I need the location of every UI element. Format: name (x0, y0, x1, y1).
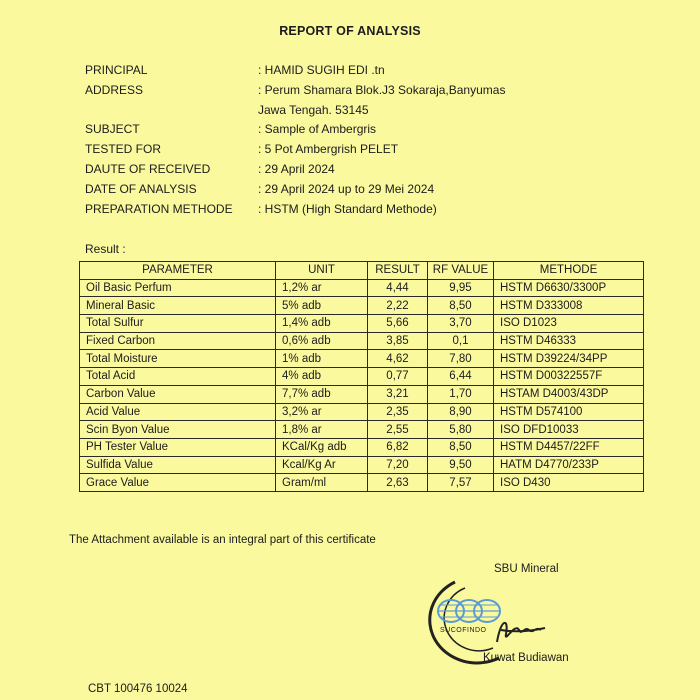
info-value: : Sample of Ambergris (258, 122, 377, 137)
cell-rf-value: 9,95 (428, 279, 494, 297)
cell-parameter: Fixed Carbon (80, 332, 276, 350)
cell-parameter: PH Tester Value (80, 438, 276, 456)
cell-rf-value: 9,50 (428, 456, 494, 474)
info-label: DATE OF ANALYSIS (85, 181, 197, 196)
cell-methode: HSTM D6630/3300P (494, 279, 644, 297)
cell-result: 3,85 (368, 332, 428, 350)
table-row (80, 332, 644, 350)
sbu-label: SBU Mineral (494, 563, 559, 575)
info-value: : 29 April 2024 up to 29 Mei 2024 (258, 181, 435, 196)
info-label: DAUTE OF RECEIVED (85, 161, 211, 176)
cell-result: 3,21 (368, 385, 428, 403)
cell-unit: Kcal/Kg Ar (276, 456, 368, 474)
cell-rf-value: 8,50 (428, 297, 494, 315)
cell-unit: 5% adb (276, 297, 368, 315)
info-label: PREPARATION METHODE (85, 201, 233, 216)
cell-unit: Gram/ml (276, 474, 368, 492)
header-methode: METHODE (494, 262, 644, 280)
certificate-code: CBT 100476 10024 (88, 683, 188, 695)
cell-methode: ISO DFD10033 (494, 421, 644, 439)
info-label: PRINCIPAL (85, 63, 148, 77)
table-row (80, 350, 644, 368)
table-header-row (80, 262, 644, 280)
table-row (80, 456, 644, 474)
results-table (79, 261, 644, 492)
cell-rf-value: 6,44 (428, 368, 494, 386)
cell-unit: 7,7% adb (276, 385, 368, 403)
cell-parameter: Acid Value (80, 403, 276, 421)
cell-parameter: Total Acid (80, 368, 276, 386)
info-label: ADDRESS (85, 82, 144, 97)
cell-rf-value: 8,90 (428, 403, 494, 421)
cell-rf-value: 5,80 (428, 421, 494, 439)
cell-rf-value: 7,80 (428, 350, 494, 368)
info-value: : HSTM (High Standard Methode) (258, 201, 437, 216)
cell-rf-value: 1,70 (428, 385, 494, 403)
cell-result: 2,22 (368, 297, 428, 315)
cell-rf-value: 3,70 (428, 315, 494, 333)
table-row (80, 403, 644, 421)
signature-scribble (497, 623, 545, 642)
report-title: REPORT OF ANALYSIS (279, 24, 421, 38)
cell-unit: 0,6% adb (276, 332, 368, 350)
cell-parameter: Grace Value (80, 474, 276, 492)
info-value: Jawa Tengah. 53145 (258, 102, 369, 117)
info-value: : 5 Pot Ambergrish PELET (258, 142, 399, 157)
cell-rf-value: 0,1 (428, 332, 494, 350)
table-row (80, 385, 644, 403)
info-value: : HAMID SUGIH EDI .tn (258, 63, 385, 77)
header-result: RESULT (368, 262, 428, 280)
table-row (80, 368, 644, 386)
cell-methode: HSTM D333008 (494, 297, 644, 315)
cell-unit: 3,2% ar (276, 403, 368, 421)
info-value: : Perum Shamara Blok.J3 Sokaraja,Banyumas (258, 82, 506, 97)
cell-unit: 1% adb (276, 350, 368, 368)
result-label: Result : (85, 242, 126, 256)
table-row (80, 438, 644, 456)
table-row (80, 279, 644, 297)
attachment-note: The Attachment available is an integral part of this certificate (69, 534, 376, 546)
header-unit: UNIT (276, 262, 368, 280)
cell-unit: 4% adb (276, 368, 368, 386)
cell-methode: HSTM D46333 (494, 332, 644, 350)
cell-rf-value: 8,50 (428, 438, 494, 456)
cell-rf-value: 7,57 (428, 474, 494, 492)
cell-methode: HSTM D00322557F (494, 368, 644, 386)
table-row (80, 474, 644, 492)
cell-result: 4,44 (368, 279, 428, 297)
header-rf-value: RF VALUE (428, 262, 494, 280)
table-row (80, 421, 644, 439)
header-parameter: PARAMETER (80, 262, 276, 280)
cell-parameter: Oil Basic Perfum (80, 279, 276, 297)
cell-result: 7,20 (368, 456, 428, 474)
cell-result: 4,62 (368, 350, 428, 368)
info-value: : 29 April 2024 (258, 161, 335, 176)
cell-methode: HSTAM D4003/43DP (494, 385, 644, 403)
cell-unit: 1,8% ar (276, 421, 368, 439)
cell-methode: ISO D1023 (494, 315, 644, 333)
cell-methode: ISO D430 (494, 474, 644, 492)
cell-unit: 1,4% adb (276, 315, 368, 333)
cell-parameter: Carbon Value (80, 385, 276, 403)
table-row (80, 297, 644, 315)
cell-parameter: Mineral Basic (80, 297, 276, 315)
cell-methode: HATM D4770/233P (494, 456, 644, 474)
cell-parameter: Scin Byon Value (80, 421, 276, 439)
cell-result: 2,55 (368, 421, 428, 439)
info-label: SUBJECT (85, 122, 140, 137)
cell-result: 2,63 (368, 474, 428, 492)
cell-methode: HSTM D4457/22FF (494, 438, 644, 456)
cell-result: 0,77 (368, 368, 428, 386)
cell-methode: HSTM D39224/34PP (494, 350, 644, 368)
cell-unit: 1,2% ar (276, 279, 368, 297)
cell-parameter: Total Sulfur (80, 315, 276, 333)
cell-unit: KCal/Kg adb (276, 438, 368, 456)
info-label: TESTED FOR (85, 142, 162, 157)
cell-parameter: Sulfida Value (80, 456, 276, 474)
cell-result: 6,82 (368, 438, 428, 456)
cell-result: 2,35 (368, 403, 428, 421)
cell-methode: HSTM D574100 (494, 403, 644, 421)
stamp-text: SUCOFINDO (440, 627, 487, 634)
signer-name: Kuwat Budiawan (483, 652, 569, 664)
table-row (80, 315, 644, 333)
cell-result: 5,66 (368, 315, 428, 333)
cell-parameter: Total Moisture (80, 350, 276, 368)
